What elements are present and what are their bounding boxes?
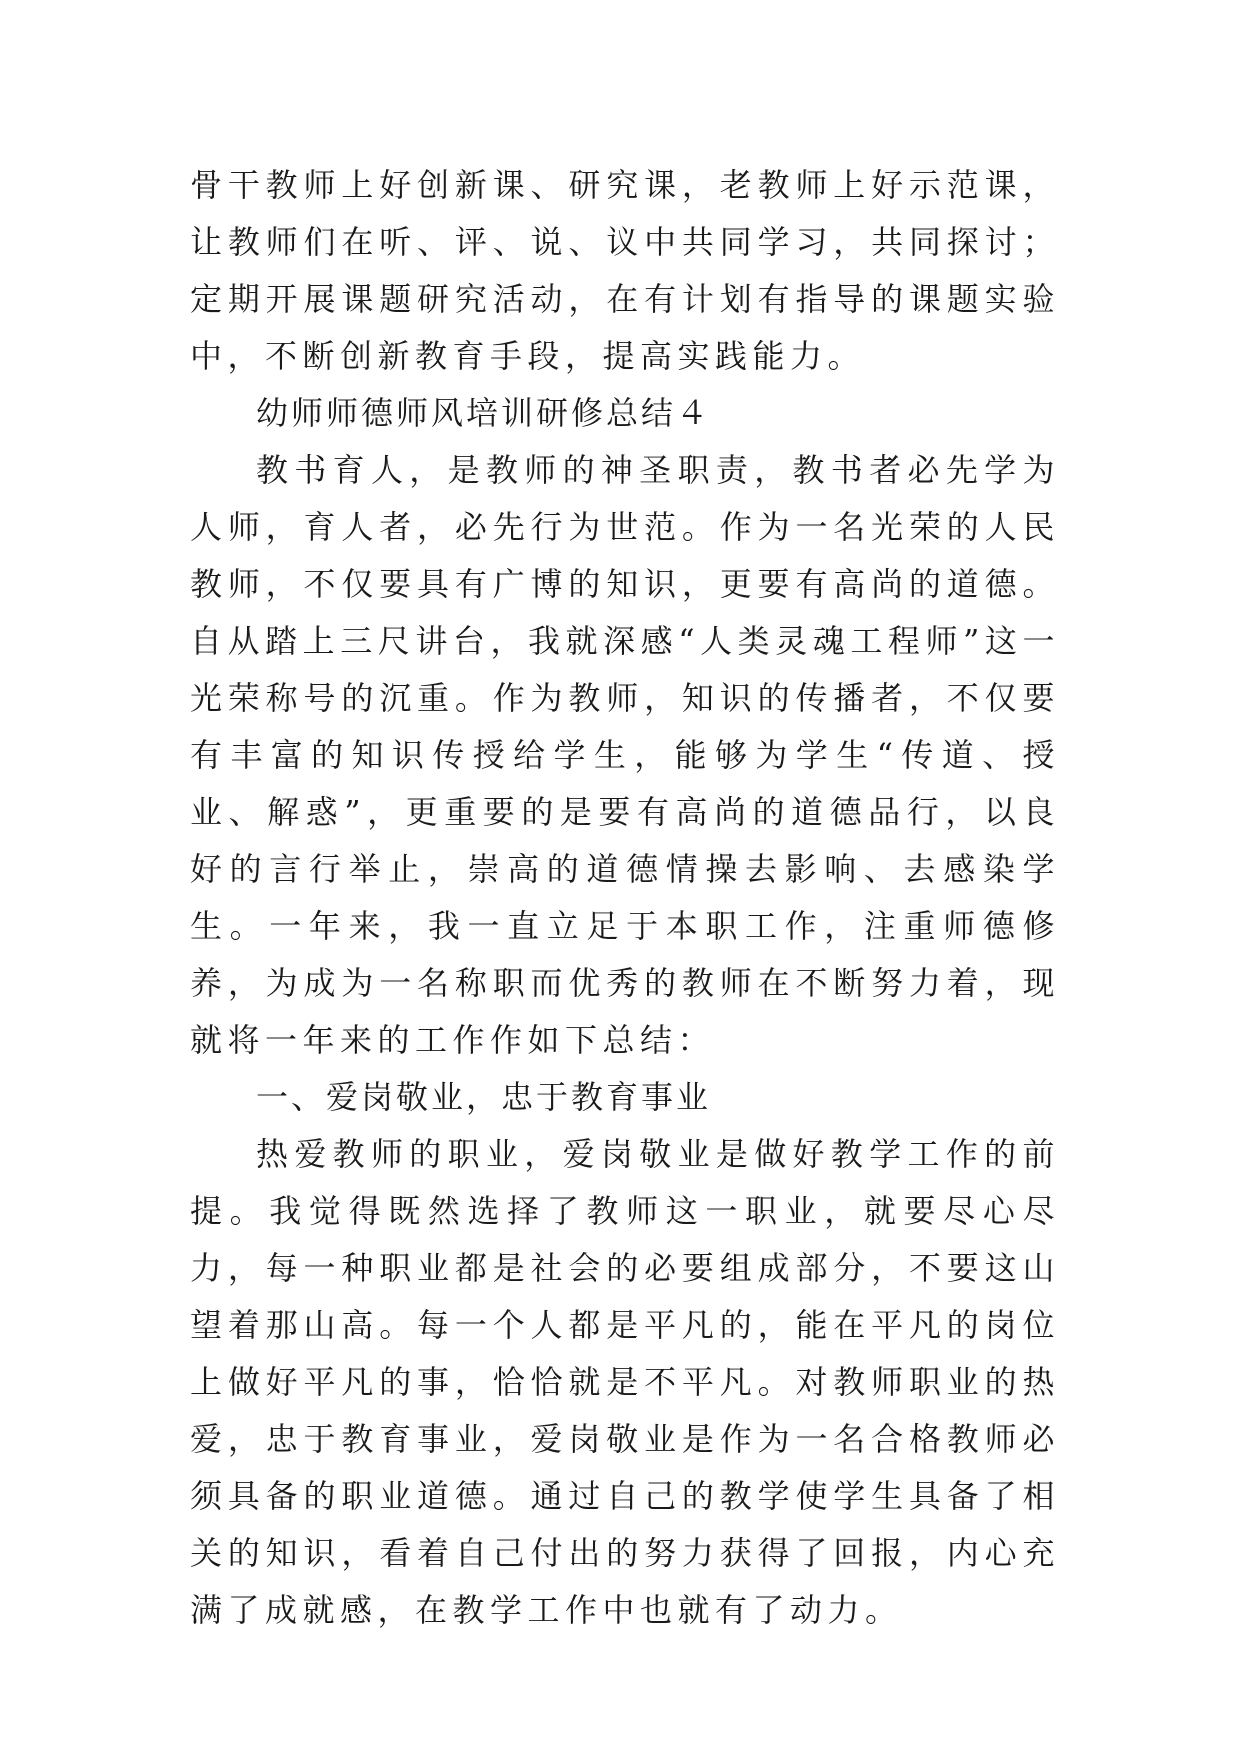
subheading-love-job: 一、爱岗敬业，忠于教育事业 [256, 1078, 712, 1116]
section-heading-summary-4: 幼师师德师风培训研修总结４ [256, 394, 712, 432]
paragraph-love-job: 热爱教师的职业，爱岗敬业是做好教学工作的前提。我觉得既然选择了教师这一职业，就要尽心尽力，每一种职业都是社会的必要组成部分，不要这山望着那山高。每一个人都是平凡的，能在平凡的岗位上做好平凡的事，恰恰就是不平凡。对教师职业的热爱，忠于教育事业，爱岗敬业是作为一名合格教师必须具备的职业道德。通过自己的教学使学生具备了相关的知识，看着自己付出的努力获得了回报，内心充满了成就感，在教学工作中也就有了动力。 [190, 1135, 1060, 1629]
paragraph-intro: 教书育人，是教师的神圣职责，教书者必先学为人师，育人者，必先行为世范。作为一名光荣的人民教师，不仅要具有广博的知识，更要有高尚的道德。自从踏上三尺讲台，我就深感“人类灵魂工程师”这一光荣称号的沉重。作为教师，知识的传播者，不仅要有丰富的知识传授给学生，能够为学生“传道、授业、解惑”，更重要的是要有高尚的道德品行，以良好的言行举止，崇高的道德情操去影响、去感染学生。一年来，我一直立足于本职工作，注重师德修养，为成为一名称职而优秀的教师在不断努力着，现就将一年来的工作作如下总结： [190, 451, 1060, 1059]
document-body [190, 157, 1060, 1639]
paragraph-continued: 骨干教师上好创新课、研究课，老教师上好示范课，让教师们在听、评、说、议中共同学习，共同探讨；定期开展课题研究活动，在有计划有指导的课题实验中，不断创新教育手段，提高实践能力。 [190, 166, 1060, 375]
